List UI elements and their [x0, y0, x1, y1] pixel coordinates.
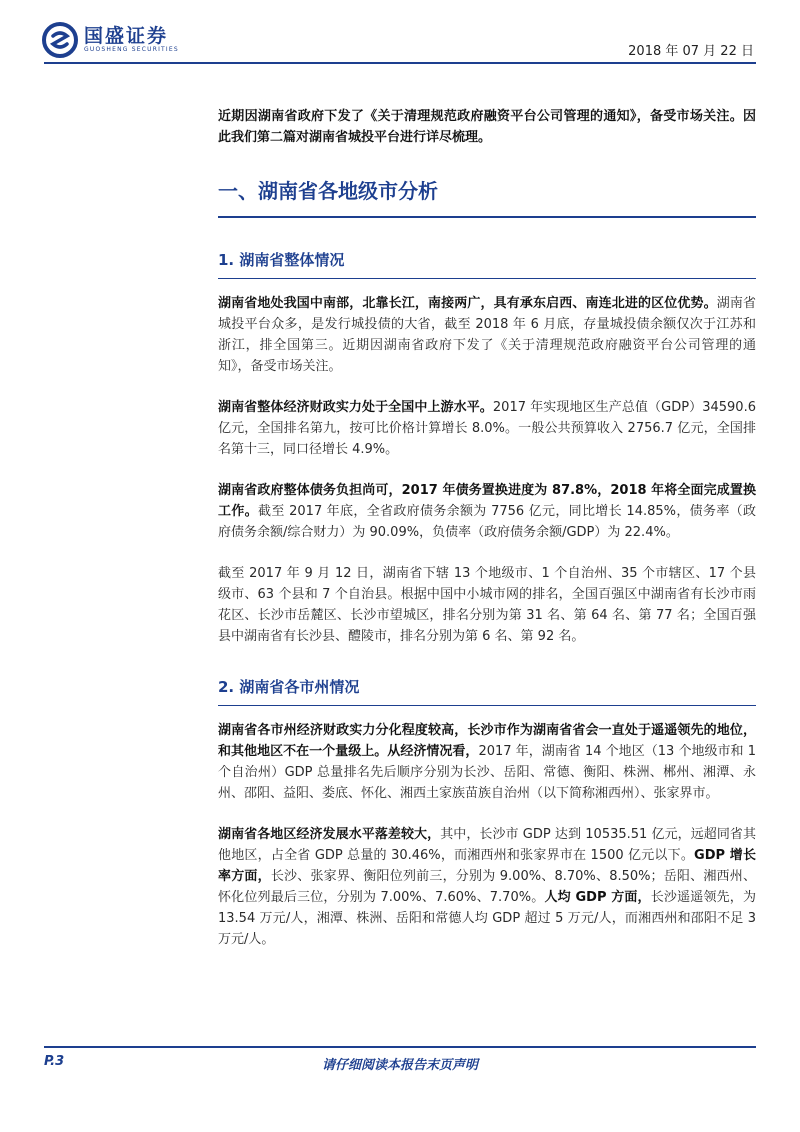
paragraph-location-body: 湖南省城投平台众多，是发行城投债的大省，截至 2018 年 6 月底，存量城投债余额仅次于江苏和浙江，排全国第三。近期因湖南省政府下发了《关于清理规范政府融资平台公司管理的通知》，备受市场关注。 [218, 296, 756, 374]
paragraph-development-gap-percapita-lead: 人均 GDP 方面， [544, 890, 651, 905]
paragraph-admin-divisions [218, 563, 756, 647]
paragraph-development-gap-lead: 湖南省各地区经济发展水平落差较大， [218, 827, 441, 842]
footer-disclaimer: 请仔细阅读本报告末页声明 [321, 1058, 478, 1073]
paragraph-debt-body: 截至 2017 年底，全省政府债务余额为 7756 亿元，同比增长 14.85%，债务率（政府债务余额/综合财力）为 90.09%，负债率（政府债务余额/GDP）为 22.4%。 [218, 504, 756, 540]
intro-paragraph [218, 106, 756, 148]
paragraph-development-gap [218, 824, 756, 950]
paragraph-development-gap-gdp: 其中，长沙市 GDP 达到 10535.51 亿元，远超同省其他地区，占全省 GDP 总量的 30.46%，而湘西州和张家界市在 1500 亿元以下。 [218, 827, 756, 863]
paragraph-development-gap-growth: 长沙、张家界、衡阳位列前三，分别为 9.00%、8.70%、8.50%；岳阳、湘西州、怀化位列最后三位，分别为 7.00%、7.60%、7.70%。 [218, 869, 756, 905]
paragraph-economy-lead: 湖南省整体经济财政实力处于全国中上游水平。 [218, 400, 493, 415]
paragraph-debt-lead: 湖南省政府整体债务负担尚可，2017 年债务置换进度为 87.8%，2018 年将全面完成置换工作。 [218, 483, 756, 519]
paragraph-economy [218, 397, 756, 460]
paragraph-city-divergence-lead: 湖南省各市州经济财政实力分化程度较高，长沙市作为湖南省省会一直处于遥遥领先的地位，和其他地区不在一个量级上。从经济情况看， [218, 723, 756, 759]
subsection-1-title: 1. 湖南省整体情况 [218, 251, 345, 269]
page-header [0, 0, 800, 70]
report-body [218, 106, 756, 970]
paragraph-city-divergence-body: 2017 年，湖南省 14 个地区（13 个地级市和 1 个自治州）GDP 总量排名先后顺序分别为长沙、岳阳、常德、衡阳、株洲、郴州、湘潭、永州、邵阳、益阳、娄底、怀化、湘西土家族苗族自治州（以下简称湘西州）、张家界市。 [218, 744, 756, 801]
company-logo [42, 22, 179, 58]
report-date: 2018 年 07 月 22 日 [628, 44, 754, 59]
subsection-2-rule [218, 705, 756, 706]
paragraph-development-gap-growth-lead: GDP 增长率方面， [218, 848, 756, 884]
section-1-rule [218, 216, 756, 218]
footer-divider [44, 1046, 756, 1048]
paragraph-economy-body: 2017 年实现地区生产总值（GDP）34590.6 亿元，全国排名第九，按可比价格计算增长 8.0%。一般公共预算收入 2756.7 亿元，全国排名第十三，同口径增长 4.9%。 [218, 400, 756, 457]
paragraph-location [218, 293, 756, 377]
guosheng-logo-icon [42, 22, 78, 58]
section-1-title: 一、湖南省各地级市分析 [218, 179, 438, 203]
header-divider [44, 62, 756, 64]
paragraph-location-lead: 湖南省地处我国中南部，北靠长江，南接两广，具有承东启西、南连北进的区位优势。 [218, 296, 717, 311]
paragraph-city-divergence [218, 720, 756, 804]
paragraph-development-gap-percapita: 长沙遥遥领先，为 13.54 万元/人，湘潭、株洲、岳阳和常德人均 GDP 超过 5 万元/人，而湘西州和邵阳不足 3 万元/人。 [218, 890, 756, 947]
intro-text: 近期因湖南省政府下发了《关于清理规范政府融资平台公司管理的通知》，备受市场关注。因此我们第二篇对湖南省城投平台进行详尽梳理。 [218, 109, 756, 145]
subsection-1-rule [218, 278, 756, 279]
paragraph-admin-divisions-body: 截至 2017 年 9 月 12 日，湖南省下辖 13 个地级市、1 个自治州、35 个市辖区、17 个县级市、63 个县和 7 个自治县。根据中国中小城市网的排名，全国百强区中湖南省有长沙市雨花区、长沙市岳麓区、长沙市望城区，排名分别为第 31 名、第 64 名、第 77 名；全国百强县中湖南省有长沙县、醴陵市，排名分别为第 6 名、第 92 名。 [218, 566, 756, 644]
logo-chinese-name: 国盛证券 [84, 25, 169, 47]
page-number: P.3 [44, 1054, 65, 1069]
subsection-2-title: 2. 湖南省各市州情况 [218, 678, 360, 696]
logo-english-name: GUOSHENG SECURITIES [84, 46, 179, 53]
paragraph-debt [218, 480, 756, 543]
